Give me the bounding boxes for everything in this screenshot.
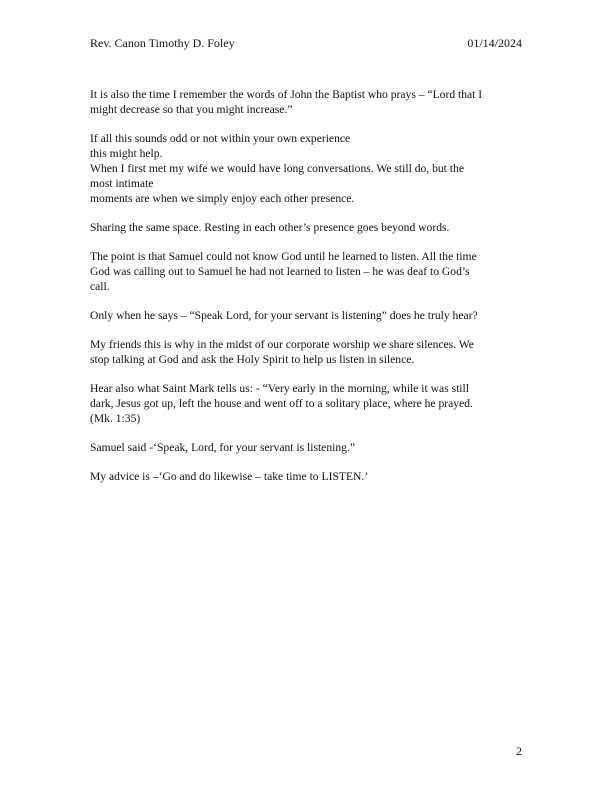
text-line: My advice is –‘Go and do likewise – take time to LISTEN.’ — [90, 470, 369, 483]
text-line: call. — [90, 280, 110, 293]
text-line: If all this sounds odd or not within your own experience — [90, 132, 351, 145]
text-line: Only when he says – “Speak Lord, for your servant is listening” does he truly hear? — [90, 309, 478, 322]
paragraph — [90, 337, 525, 367]
paragraph — [90, 249, 525, 294]
text-line: My friends this is why in the midst of our corporate worship we share silences. We — [90, 338, 474, 351]
header-date: 01/14/2024 — [467, 36, 522, 50]
header-author: Rev. Canon Timothy D. Foley — [90, 36, 235, 50]
text-line: Sharing the same space. Resting in each other’s presence goes beyond words. — [90, 221, 450, 234]
page-header — [90, 36, 522, 51]
text-line: this might help. — [90, 147, 163, 160]
paragraph — [90, 87, 525, 117]
document-body — [90, 87, 525, 498]
text-line: moments are when we simply enjoy each other presence. — [90, 192, 355, 205]
text-line: It is also the time I remember the words of John the Baptist who prays – “Lord that I — [90, 88, 483, 101]
text-line: (Mk. 1:35) — [90, 412, 141, 425]
text-line: most intimate — [90, 177, 154, 190]
paragraph — [90, 308, 525, 323]
text-line: might decrease so that you might increase.” — [90, 103, 293, 116]
text-line: The point is that Samuel could not know God until he learned to listen. All the time — [90, 250, 477, 263]
page-number: 2 — [516, 744, 522, 758]
paragraph — [90, 469, 525, 484]
text-line: God was calling out to Samuel he had not learned to listen – he was deaf to God’s — [90, 265, 470, 278]
text-line: dark, Jesus got up, left the house and went off to a solitary place, where he prayed. — [90, 397, 473, 410]
paragraph — [90, 131, 525, 206]
text-line: stop talking at God and ask the Holy Spirit to help us listen in silence. — [90, 353, 415, 366]
text-line: When I first met my wife we would have long conversations. We still do, but the — [90, 162, 464, 175]
paragraph — [90, 220, 525, 235]
paragraph — [90, 381, 525, 426]
text-line: Samuel said -‘Speak, Lord, for your servant is listening.” — [90, 441, 355, 454]
text-line: Hear also what Saint Mark tells us: - “Very early in the morning, while it was still — [90, 382, 469, 395]
paragraph — [90, 440, 525, 455]
